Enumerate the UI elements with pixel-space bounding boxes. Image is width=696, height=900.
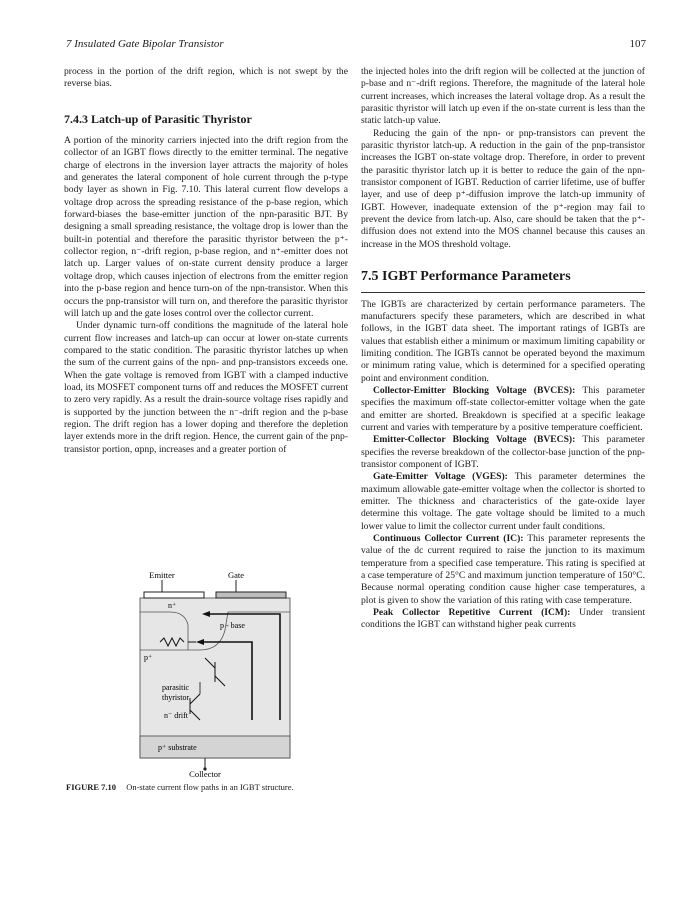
parasitic-label: parasitic: [162, 683, 190, 692]
paragraph: A portion of the minority carriers injected into the drift region from the collector of an IGBT flows directly to the emitter terminal. The negative charge of electrons in the inversion layer attracts the majority of holes and generates the lateral component of hole current through the p-type body layer as shown in Fig. 7.10. This lateral current flow develops a voltage drop across the spreading resistance of the p-base region, which forward-biases the base-emitter junction of the npn-parasitic BJT. By designing a small spreading resistance, the voltage drop is lower than the built-in potential and therefore the parasitic thyristor between the p⁺-collector region, n⁻-drift region, p-base region, and n⁺-emitter does not latch up. Larger values of on-state current density produce a larger voltage drop, which causes injection of electrons from the emitter region into the p-base region and hence turn-on of the npn-transistor. When this occurs the pnp-transistor will turn on, and therefore the parasitic thyristor will latch up and the gate loses control over the collector current.: [64, 135, 348, 319]
term: Continuous Collector Current (IC):: [373, 533, 524, 545]
igbt-structure-figure: [130, 570, 300, 778]
term: Peak Collector Repetitive Current (ICM):: [373, 607, 571, 619]
running-header: 7 Insulated Gate Bipolar Transistor: [66, 38, 224, 50]
term: Collector-Emitter Blocking Voltage (BVCES):: [373, 384, 576, 396]
pplus-label: p⁺: [144, 653, 153, 662]
paragraph: Continuous Collector Current (IC): This parameter represents the value of the dc current required to raise the junction to its maximum temperature from a specified case temperature. This rating is specified at a case temperature of 25°C and maximum junction temperature of 150°C. Because normal operating condition cause higher case temperatures, a plot is given to show the variation of this rating with case temperature.: [361, 533, 645, 606]
paragraph: The IGBTs are characterized by certain performance parameters. The manufacturers specify these parameters, which are described in what follows, in the IGBT data sheet. The important ratings of IGBTs are values that establish either a minimum or maximum limiting capability or limiting condition. The IGBTs cannot be operated beyond the maximum or minimum rating value, which is determined for a specified operating point and environment condition.: [361, 298, 645, 384]
paragraph: Gate-Emitter Voltage (VGES): This parameter determines the maximum allowable gate-emitter voltage when the collector is shorted to emitter. The thickness and characteristics of the gate-oxide layer determine this voltage. The gate voltage should be limited to a much lower value to limit the collector current under fault conditions.: [361, 471, 645, 532]
paragraph: Collector-Emitter Blocking Voltage (BVCES): This parameter specifies the maximum off-state collector-emitter voltage when the gate and emitter are shorted. Breakdown is specified at a specific leakage current and varies with temperature by a positive temperature coefficient.: [361, 384, 645, 433]
paragraph: the injected holes into the drift region will be collected at the junction of p-base and n⁻-drift regions. Therefore, the magnitude of the lateral hole current increases, which increases the lateral voltage drop. As a result the parasitic thyristor will latch up even if the on-state current is less than the static latch-up value.: [361, 66, 645, 127]
page-number: 107: [629, 38, 646, 50]
left-column: [64, 66, 348, 456]
gate-label: Gate: [227, 570, 245, 580]
section-heading: 7.4.3 Latch-up of Parasitic Thyristor: [64, 111, 252, 126]
emitter-contact: [144, 592, 204, 598]
ndrift-label: n⁻ drift: [164, 711, 188, 720]
right-column: [361, 66, 645, 632]
paragraph: Under dynamic turn-off conditions the magnitude of the lateral hole current flow increases and latch-up can occur at lower on-state currents compared to the static condition. The parasitic thyristor latches up when the sum of the current gains of the npn- and pnp-transistors exceeds one. When the gate voltage is removed from IGBT with a clamped inductive load, its MOSFET component turns off and reduces the MOSFET current to zero very rapidly. As a result the drain-source voltage rises rapidly and is supported by the junction between the n⁻-drift region and the p-base region. The drift region has a lower doping and therefore the depletion layer extends more in the drift region. Hence, the current gain of the pnp-transistor portion, αpnp, increases and a greater portion of: [64, 320, 348, 455]
term: Gate-Emitter Voltage (VGES):: [373, 471, 508, 483]
term: Emitter-Collector Blocking Voltage (BVECS):: [373, 434, 576, 446]
substrate-label: p⁺ substrate: [158, 743, 197, 752]
paragraph: Reducing the gain of the npn- or pnp-transistors can prevent the parasitic thyristor latch-up. A reduction in the gain of the pnp-transistor increases the IGBT on-state voltage drop. Therefore, in order to prevent the parasitic thyristor latch up it is better to reduce the gain of the npn-transistor component of IGBT. Reduction of carrier lifetime, use of buffer layer, and use of deep p⁺-diffusion improve the latch-up immunity of IGBT. However, inadequate extension of the p⁺-region may fail to prevent the device from latch-up. Also, care should be taken that the p⁺-diffusion does not extend into the MOS channel because this causes an increase in the MOS threshold voltage.: [361, 127, 645, 250]
gate-oxide: [216, 592, 286, 598]
paragraph: process in the portion of the drift region, which is not swept by the reverse bias.: [64, 66, 348, 90]
pbase-label: p - base: [220, 621, 245, 630]
figure-caption: [66, 782, 356, 792]
paragraph: Emitter-Collector Blocking Voltage (BVECS): This parameter specifies the reverse breakdown of the collector-base junction of the pnp-transistor component of IGBT.: [361, 434, 645, 470]
igbt-diagram: [130, 570, 300, 778]
paragraph: Peak Collector Repetitive Current (ICM): Under transient conditions the IGBT can withstand higher peak currents: [361, 607, 645, 631]
section-heading: 7.5 IGBT Performance Parameters: [361, 271, 645, 292]
thyristor-label: thyristor: [162, 693, 190, 702]
nplus-label: n⁺: [168, 601, 177, 610]
collector-label: Collector: [189, 769, 221, 778]
emitter-label: Emitter: [149, 570, 175, 580]
figure-caption-text: On-state current flow paths in an IGBT structure.: [126, 782, 294, 792]
figure-label: FIGURE 7.10: [66, 782, 117, 792]
